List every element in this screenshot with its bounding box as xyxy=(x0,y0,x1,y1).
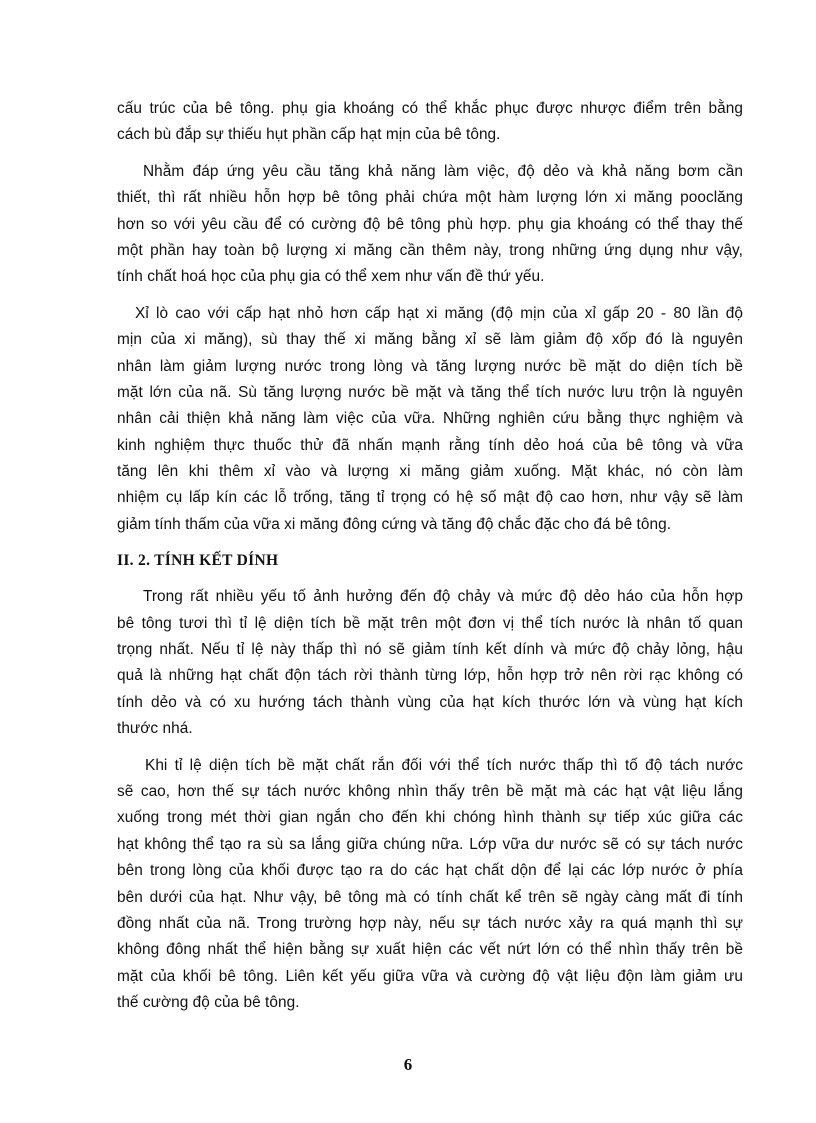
text-line: mịn của xi măng), sù thay thế xi măng bằng xỉ sẽ làm giảm độ xốp đó là nguyên xyxy=(117,331,743,349)
text-line: xuống trong mét thời gian ngắn cho đến khi chóng hình thành sự tiếp xúc giữa các xyxy=(117,809,743,827)
text-line: đồng nhất của nã. Trong trường hợp này, nếu sự tách nước xảy ra quá mạnh thì sự xyxy=(117,914,743,932)
text-line: thước nhá. xyxy=(117,720,193,738)
text-line: Trong rất nhiều yếu tố ảnh hưởng đến độ chảy và mức độ dẻo háo của hỗn hợp xyxy=(143,588,743,606)
text-line: không đông nhất thể hiện bằng sự xuất hiện các vết nứt lớn có thể nhìn thấy trên bề xyxy=(117,941,743,959)
text-line: cách bù đắp sự thiếu hụt phần cấp hạt mịn của bê tông. xyxy=(117,126,501,144)
text-line: nhân làm giảm lượng nước trong lòng và tăng lượng nước bề mặt do diện tích bề xyxy=(117,357,743,375)
paragraph-2 xyxy=(117,159,743,291)
page-number: 6 xyxy=(403,1055,413,1074)
text-line: thiết, thì rất nhiều hỗn hợp bê tông phải chứa một hàm lượng lớn xi măng pooclăng xyxy=(117,189,743,207)
text-line: mặt lớn của nã. Sù tăng lượng nước bề mặt và tăng thể tích nước lưu trộn là nguyên xyxy=(117,383,743,401)
text-line: bê tông tươi thì tỉ lệ diện tích bề mặt trên một đơn vị thể tích nước là nhân tố quan xyxy=(117,614,743,632)
text-line: trọng nhất. Nếu tỉ lệ này thấp thì nó sẽ giảm tính kết dính và mức độ chảy lỏng, hậu xyxy=(117,641,743,659)
text-line: Xỉ lò cao với cấp hạt nhỏ hơn cấp hạt xi măng (độ mịn của xỉ gấp 20 - 80 lần độ xyxy=(135,304,743,322)
text-line: Nhằm đáp ứng yêu cầu tăng khả năng làm việc, độ dẻo và khả năng bơm cần xyxy=(143,162,743,180)
paragraph-3 xyxy=(117,301,743,539)
text-line: giảm tính thấm của vữa xi măng đông cứng và tăng độ chắc đặc cho đá bê tông. xyxy=(117,515,672,533)
text-line: hạt không thể tạo ra sù sa lắng giữa chúng nữa. Lớp vữa dư nước sẽ có sự tách nước xyxy=(117,835,743,853)
paragraph-1 xyxy=(117,96,743,149)
text-line: một phần hay toàn bộ lượng xi măng cần thêm này, trong những ứng dụng như vậy, xyxy=(117,241,743,259)
text-line: tăng lên khi thêm xỉ vào và lượng xi măng giảm xuống. Mặt khác, nó còn làm xyxy=(117,463,743,481)
text-line: quả là những hạt chất độn tách rời thành từng lớp, hỗn hợp trở nên rời rạc không có xyxy=(117,667,743,685)
text-line: bên dưới của hạt. Như vậy, bê tông mà có tính chất kể trên sẽ ngày càng mất đi tính xyxy=(117,888,743,906)
text-line: sẽ cao, hơn thế sự tách nước không nhìn thấy trên bề mặt mà các hạt vật liệu lắng xyxy=(117,782,743,800)
text-line: cấu trúc của bê tông. phụ gia khoáng có thể khắc phục được nhược điểm trên bằng xyxy=(117,100,743,117)
paragraph-4 xyxy=(117,584,743,742)
paragraph-5 xyxy=(117,753,743,1017)
text-line: nhân cải thiện khả năng làm việc của vữa. Những nghiên cứu bằng thực nghiệm và xyxy=(117,410,743,428)
text-line: bên trong lòng của khối được tạo ra do các hạt chất dộn để lại các lớp nước ở phía xyxy=(117,862,743,880)
text-line: kinh nghiệm thực thuốc thử đã nhấn mạnh rằng tính dẻo hoá của bê tông và vữa xyxy=(117,436,743,454)
section-heading: II. 2. TÍNH KẾT DÍNH xyxy=(117,552,279,570)
text-line: mặt của khối bê tông. Liên kết yếu giữa vữa và cường độ vật liệu độn làm giảm ưu xyxy=(117,967,743,985)
text-line: nhiệm cụ lấp kín các lỗ trống, tăng tỉ trọng có hệ số mật độ cao hơn, như vậy sẽ làm xyxy=(117,489,743,507)
text-line: thế cường độ của bê tông. xyxy=(117,994,300,1012)
document-page xyxy=(117,96,743,1027)
text-line: Khi tỉ lệ diện tích bề mặt chất rắn đối với thể tích nước thấp thì tố độ tách nước xyxy=(145,756,743,774)
text-line: tính dẻo và có xu hướng tách thành vùng của hạt kích thước lớn và vùng hạt kích xyxy=(117,693,743,711)
text-line: tính chất hoá học của phụ gia có thể xem như vấn đề thứ yếu. xyxy=(117,268,545,286)
text-line: hơn so với yêu cầu để có cường độ bê tông phù hợp. phụ gia khoáng có thể thay thế xyxy=(117,215,743,233)
